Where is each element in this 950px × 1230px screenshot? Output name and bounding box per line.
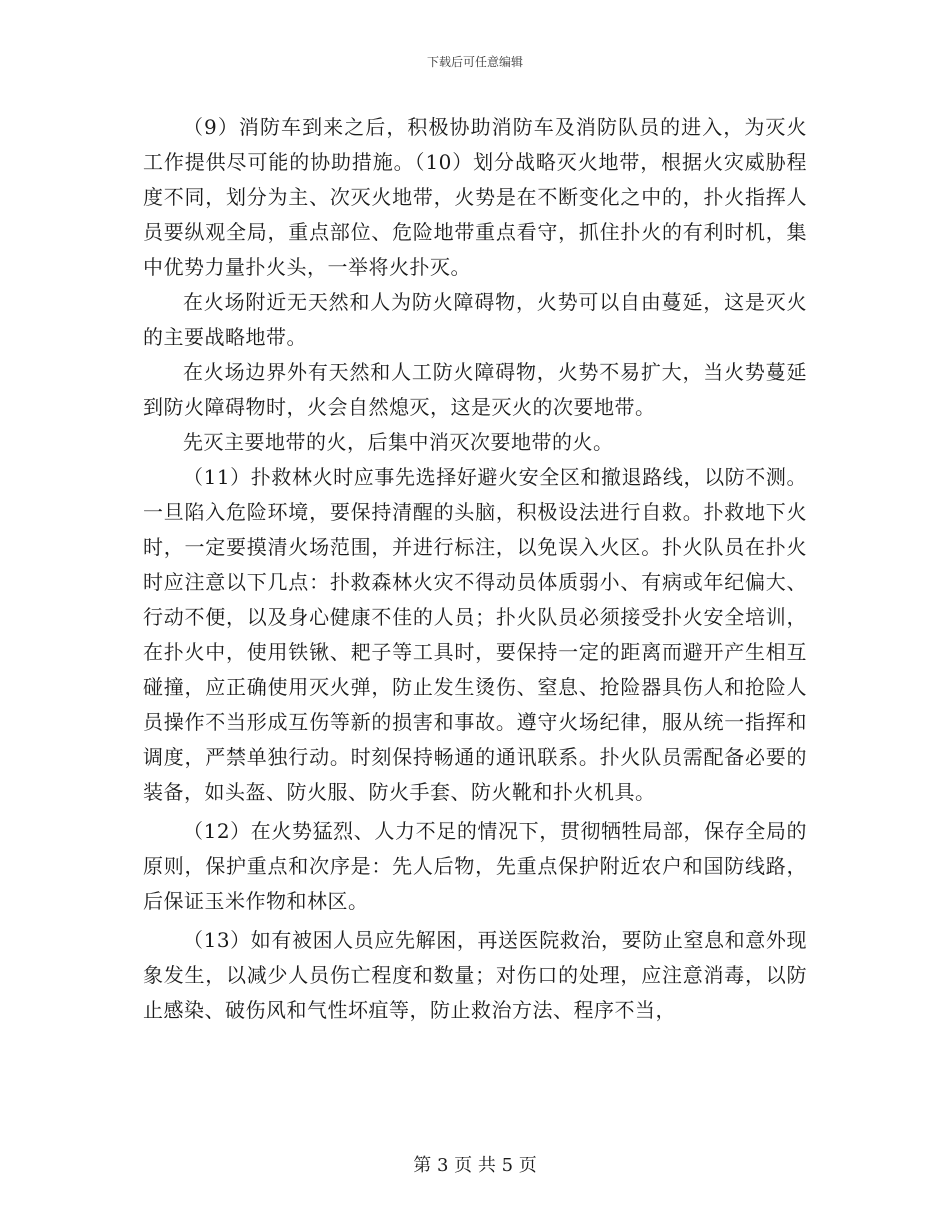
paragraph-9-10: （9）消防车到来之后，积极协助消防车及消防队员的进入，为灭火工作提供尽可能的协助措施。（10）划分战略灭火地带，根据火灾威胁程度不同，划分为主、次灭火地带，火势是在不断变化之中的，扑火指挥人员要纵观全局，重点部位、危险地带重点看守，抓住扑火的有利时机，集中优势力量扑火头，一举将火扑灭。	[143, 115, 807, 279]
paragraph-13: （13）如有被困人员应先解困，再送医院救治，要防止窒息和意外现象发生，以减少人员伤亡程度和数量；对伤口的处理，应注意消毒，以防止感染、破伤风和气性坏疽等，防止救治方法、程序不当，	[143, 928, 807, 1022]
paragraph-secondary-zone: 在火场边界外有天然和人工防火障碍物，火势不易扩大，当火势蔓延到防火障碍物时，火会自然熄灭，这是灭火的次要地带。	[143, 360, 807, 419]
page-header: 下载后可任意编辑	[426, 55, 523, 69]
paragraph-11: （11）扑救林火时应事先选择好避火安全区和撤退路线，以防不测。一旦陷入危险环境，要保持清醒的头脑，积极设法进行自救。扑救地下火时，一定要摸清火场范围，并进行标注，以免误入火区。扑火队员在扑火时应注意以下几点：扑救森林火灾不得动员体质弱小、有病或年纪偏大、行动不便，以及身心健康不佳的人员；扑火队员必须接受扑火安全培训，在扑火中，使用铁锹、耙子等工具时，要保持一定的距离而避开产生相互碰撞，应正确使用灭火弹，防止发生烫伤、窒息、抢险器具伤人和抢险人员操作不当形成互伤等新的损害和事故。遵守火场纪律，服从统一指挥和调度，严禁单独行动。时刻保持畅通的通讯联系。扑火队员需配备必要的装备，如头盔、防火服、防火手套、防火靴和扑火机具。	[143, 465, 807, 804]
page-number: 第 3 页 共 5 页	[413, 1155, 537, 1176]
paragraph-main-zone: 在火场附近无天然和人为防火障碍物，火势可以自由蔓延，这是灭火的主要战略地带。	[143, 290, 807, 349]
paragraph-12: （12）在火势猛烈、人力不足的情况下，贯彻牺牲局部，保存全局的原则，保护重点和次序是：先人后物，先重点保护附近农户和国防线路，后保证玉米作物和林区。	[143, 819, 807, 913]
paragraph-order: 先灭主要地带的火，后集中消灭次要地带的火。	[183, 430, 614, 454]
document-body	[143, 110, 807, 1028]
